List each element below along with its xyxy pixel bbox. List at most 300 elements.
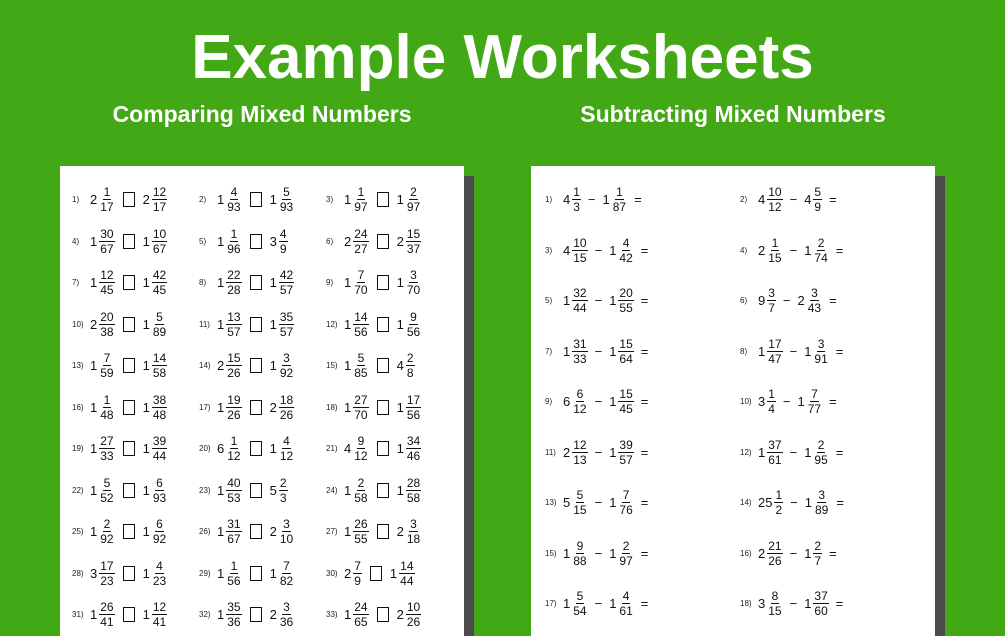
mixed-number (270, 394, 295, 421)
mixed-number (609, 388, 634, 415)
mixed-number (563, 388, 588, 415)
denominator: 93 (152, 490, 167, 505)
denominator: 23 (152, 573, 167, 588)
fraction (406, 518, 421, 545)
whole-part: 1 (804, 596, 812, 611)
denominator: 67 (152, 241, 167, 256)
mixed-number (397, 352, 415, 379)
fraction (767, 388, 776, 415)
whole-part: 1 (269, 358, 277, 373)
denominator: 15 (768, 604, 782, 618)
mixed-number (270, 228, 288, 255)
mixed-number (90, 394, 115, 421)
denominator: 36 (279, 615, 294, 629)
mixed-number (143, 352, 168, 379)
numerator: 37 (814, 589, 828, 603)
fraction (767, 439, 782, 466)
subtraction-problem (740, 237, 843, 264)
question-number: 18) (326, 402, 338, 412)
numerator: 7 (103, 351, 111, 365)
mixed-number (344, 477, 369, 504)
question-number: 6) (740, 296, 748, 305)
question-number: 20) (199, 444, 211, 453)
numerator: 12 (100, 268, 114, 282)
answer-box[interactable] (377, 524, 389, 539)
fraction (572, 388, 587, 415)
mixed-number (217, 228, 242, 255)
denominator: 46 (406, 449, 421, 463)
question-number: 28) (72, 568, 84, 578)
denominator: 44 (152, 449, 167, 463)
question-number: 4) (72, 236, 80, 246)
numerator: 15 (227, 351, 241, 365)
denominator: 89 (814, 503, 829, 517)
mixed-number (217, 601, 242, 628)
numerator: 13 (227, 309, 241, 324)
subtraction-problem (740, 439, 843, 466)
mixed-number (217, 477, 242, 504)
answer-box[interactable] (377, 441, 389, 456)
question-number: 21) (326, 444, 338, 453)
mixed-number (270, 352, 295, 379)
comparison-problem (326, 435, 421, 462)
comparison-problem (72, 601, 167, 628)
numerator: 30 (100, 226, 114, 241)
mixed-number (397, 518, 422, 545)
question-number: 7) (545, 346, 553, 356)
numerator: 37 (768, 437, 782, 452)
comparison-problem (72, 228, 167, 255)
denominator: 15 (573, 250, 587, 265)
mixed-number (563, 489, 588, 516)
numerator: 17 (100, 558, 114, 573)
denominator: 93 (279, 200, 294, 214)
numerator: 2 (279, 475, 287, 490)
fraction (767, 338, 782, 365)
denominator: 54 (573, 604, 587, 618)
whole-part: 3 (90, 565, 98, 581)
answer-box[interactable] (123, 524, 135, 539)
answer-box[interactable] (250, 607, 262, 622)
denominator: 85 (354, 366, 368, 380)
answer-box[interactable] (377, 317, 389, 332)
numerator: 38 (152, 392, 167, 407)
whole-part: 1 (609, 495, 617, 510)
denominator: 26 (406, 615, 421, 629)
fraction (99, 269, 114, 296)
subtracting-worksheet (531, 166, 935, 636)
answer-box[interactable] (250, 524, 262, 539)
whole-part: 4 (758, 192, 766, 207)
numerator: 1 (775, 488, 783, 502)
mixed-number (270, 435, 295, 462)
comparison-problem (72, 560, 167, 587)
whole-part: 1 (90, 482, 98, 498)
mixed-number (397, 269, 422, 296)
whole-part: 4 (563, 242, 571, 258)
minus-sign: − (790, 495, 798, 510)
denominator: 88 (573, 553, 587, 568)
mixed-number (217, 435, 242, 462)
equals-sign: = (835, 596, 844, 611)
whole-part: 1 (269, 316, 277, 332)
mixed-number (270, 601, 295, 628)
question-number: 33) (326, 610, 338, 619)
numerator: 40 (227, 475, 241, 490)
fraction (353, 311, 368, 338)
whole-part: 1 (344, 358, 352, 373)
comparison-problem (199, 228, 288, 255)
answer-box[interactable] (123, 275, 135, 290)
answer-box[interactable] (123, 192, 135, 207)
subtraction-problem (740, 186, 837, 213)
mixed-number (805, 489, 830, 516)
whole-part: 2 (269, 607, 277, 622)
fraction (99, 352, 114, 379)
whole-part: 1 (269, 275, 277, 290)
mixed-number (143, 228, 168, 255)
mixed-number (270, 186, 295, 213)
fraction (152, 228, 167, 255)
answer-box[interactable] (250, 441, 262, 456)
whole-part: 2 (758, 242, 766, 258)
subtraction-problem (545, 439, 648, 466)
numerator: 26 (354, 517, 368, 531)
comparison-problem (199, 518, 294, 545)
whole-part: 1 (269, 192, 277, 207)
question-number: 19) (72, 444, 84, 453)
comparison-problem (72, 435, 167, 462)
whole-part: 1 (609, 293, 617, 308)
answer-box[interactable] (123, 317, 135, 332)
answer-box[interactable] (123, 566, 135, 581)
fraction (353, 394, 368, 421)
mixed-number (344, 269, 369, 296)
numerator: 5 (103, 475, 111, 490)
fraction (572, 338, 587, 365)
numerator: 12 (573, 437, 587, 452)
mixed-number (90, 435, 115, 462)
comparison-problem (199, 311, 294, 338)
whole-part: 1 (396, 275, 404, 290)
denominator: 87 (612, 200, 627, 214)
fraction (572, 186, 581, 213)
fraction (767, 237, 782, 264)
whole-part: 1 (142, 524, 150, 539)
fraction (353, 560, 362, 587)
comparison-problem (72, 518, 167, 545)
whole-part: 5 (563, 495, 571, 510)
answer-box[interactable] (123, 441, 135, 456)
numerator: 8 (771, 589, 779, 603)
mixed-number (758, 590, 783, 617)
mixed-number (344, 394, 369, 421)
numerator: 24 (354, 226, 368, 241)
whole-part: 1 (563, 545, 571, 561)
answer-box[interactable] (123, 400, 135, 415)
denominator: 56 (406, 407, 421, 422)
fraction (152, 601, 167, 628)
numerator: 2 (817, 235, 825, 250)
whole-part: 2 (217, 358, 225, 373)
answer-box[interactable] (123, 358, 135, 373)
fraction (152, 394, 167, 421)
numerator: 31 (573, 336, 587, 351)
denominator: 44 (573, 301, 587, 315)
fraction (618, 338, 633, 365)
fraction (813, 186, 822, 213)
subtraction-problem (740, 287, 837, 314)
answer-box[interactable] (123, 607, 135, 622)
denominator: 64 (619, 351, 633, 366)
comparison-problem (326, 477, 421, 504)
denominator: 48 (152, 407, 167, 422)
mixed-number (143, 435, 168, 462)
answer-box[interactable] (377, 275, 389, 290)
denominator: 37 (406, 241, 421, 256)
equals-sign: = (640, 293, 649, 308)
comparison-problem (326, 269, 421, 296)
answer-box[interactable] (250, 566, 262, 581)
denominator: 42 (619, 250, 633, 265)
mixed-number (798, 388, 823, 415)
whole-part: 1 (217, 192, 225, 207)
minus-sign: − (594, 293, 603, 308)
denominator: 74 (814, 250, 828, 265)
answer-box[interactable] (377, 358, 389, 373)
whole-part: 2 (563, 444, 571, 460)
numerator: 12 (152, 600, 167, 614)
denominator: 60 (814, 604, 828, 618)
numerator: 6 (576, 387, 584, 401)
comparison-problem (326, 601, 421, 628)
answer-box[interactable] (250, 192, 262, 207)
answer-box[interactable] (250, 317, 262, 332)
subtraction-problem (740, 338, 843, 365)
fraction (152, 518, 167, 545)
numerator: 10 (406, 600, 421, 614)
fraction (406, 601, 421, 628)
whole-part: 1 (563, 293, 571, 308)
whole-part: 1 (90, 233, 98, 249)
fraction (279, 477, 288, 504)
subtraction-problem (740, 540, 837, 567)
mixed-number (804, 540, 822, 567)
question-number: 29) (199, 568, 211, 578)
fraction (767, 590, 782, 617)
numerator: 19 (227, 392, 241, 407)
numerator: 3 (768, 286, 775, 300)
comparison-problem (199, 269, 294, 296)
fraction (767, 186, 782, 213)
answer-box[interactable] (123, 234, 135, 249)
minus-sign: − (789, 545, 798, 561)
comparison-problem (199, 560, 294, 587)
fraction (813, 540, 822, 567)
mixed-number (804, 590, 829, 617)
whole-part: 2 (90, 316, 98, 332)
mixed-number (397, 311, 422, 338)
equals-sign: = (634, 192, 642, 207)
mixed-number (563, 590, 588, 617)
minus-sign: − (594, 242, 603, 258)
mixed-number (90, 601, 115, 628)
mixed-number (563, 439, 588, 466)
subtraction-problem (545, 489, 648, 516)
whole-part: 1 (344, 316, 352, 332)
denominator: 59 (100, 366, 114, 380)
answer-box[interactable] (377, 234, 389, 249)
comparison-problem (199, 394, 294, 421)
denominator: 67 (227, 532, 241, 546)
fraction (99, 394, 114, 421)
numerator: 2 (410, 185, 417, 199)
subtraction-problem (545, 186, 642, 213)
denominator: 97 (354, 200, 368, 214)
question-number: 2) (740, 195, 748, 204)
mixed-number (758, 540, 783, 567)
answer-box[interactable] (377, 483, 389, 498)
mixed-number (143, 311, 168, 338)
answer-box[interactable] (250, 358, 262, 373)
question-number: 16) (740, 548, 752, 558)
numerator: 18 (279, 392, 294, 407)
numerator: 14 (354, 309, 368, 324)
denominator: 97 (619, 553, 633, 568)
comparison-problem (326, 394, 421, 421)
fraction (406, 477, 421, 504)
question-number: 16) (72, 402, 84, 412)
whole-part: 4 (396, 358, 404, 373)
answer-box[interactable] (123, 483, 135, 498)
whole-part: 2 (269, 399, 277, 415)
fraction (279, 352, 294, 379)
denominator: 26 (227, 366, 241, 380)
fraction (813, 439, 828, 466)
equals-sign: = (640, 242, 649, 258)
fraction (226, 560, 241, 587)
denominator: 36 (227, 615, 241, 629)
numerator: 5 (357, 351, 365, 365)
fraction (807, 287, 822, 314)
fraction (813, 590, 828, 617)
answer-box[interactable] (250, 483, 262, 498)
numerator: 1 (103, 185, 111, 199)
mixed-number (563, 237, 588, 264)
mixed-number (90, 186, 115, 213)
question-number: 10) (72, 319, 84, 329)
denominator: 92 (279, 366, 294, 380)
comparison-problem (72, 311, 167, 338)
whole-part: 1 (563, 343, 571, 359)
numerator: 10 (152, 226, 167, 241)
comparison-problem (326, 228, 421, 255)
comparison-problem (326, 560, 415, 587)
minus-sign: − (789, 343, 798, 359)
whole-part: 1 (609, 343, 617, 359)
minus-sign: − (594, 545, 603, 561)
whole-part: 1 (344, 524, 352, 539)
question-number: 17) (545, 599, 557, 608)
denominator: 56 (354, 324, 368, 339)
whole-part: 1 (804, 545, 812, 561)
fraction (353, 269, 368, 296)
denominator: 9 (279, 241, 287, 256)
numerator: 10 (573, 235, 587, 250)
denominator: 58 (152, 366, 167, 380)
mixed-number (609, 237, 634, 264)
denominator: 27 (354, 241, 368, 256)
whole-part: 2 (797, 293, 805, 308)
denominator: 9 (814, 200, 822, 214)
whole-part: 1 (90, 607, 98, 622)
numerator: 2 (103, 517, 111, 531)
denominator: 57 (227, 324, 241, 339)
whole-part: 1 (389, 565, 398, 581)
question-number: 14) (740, 498, 752, 507)
equals-sign: = (835, 242, 844, 258)
answer-box[interactable] (250, 400, 262, 415)
fraction (152, 435, 167, 462)
denominator: 82 (279, 573, 294, 588)
mixed-number (143, 394, 168, 421)
equals-sign: = (640, 545, 649, 561)
whole-part: 1 (396, 441, 404, 456)
denominator: 91 (814, 351, 828, 366)
comparison-problem (72, 477, 167, 504)
fraction (767, 287, 776, 314)
page-title: Example Worksheets (191, 23, 814, 92)
mixed-number (804, 338, 829, 365)
answer-box[interactable] (377, 192, 389, 207)
fraction (226, 311, 241, 338)
whole-part: 1 (609, 545, 617, 561)
question-number: 14) (199, 361, 211, 370)
fraction (279, 269, 294, 296)
answer-box[interactable] (250, 275, 262, 290)
numerator: 14 (152, 351, 167, 365)
whole-part: 1 (217, 233, 225, 249)
comparison-problem (326, 518, 421, 545)
mixed-number (609, 489, 634, 516)
whole-part: 3 (758, 394, 766, 409)
numerator: 2 (814, 538, 822, 553)
question-number: 8) (199, 278, 207, 287)
question-number: 27) (326, 527, 338, 536)
fraction (813, 237, 828, 264)
fraction (279, 186, 294, 213)
fraction (99, 518, 114, 545)
question-number: 24) (326, 485, 338, 495)
whole-part: 1 (344, 607, 352, 622)
whole-part: 1 (804, 242, 812, 258)
whole-part: 1 (142, 441, 150, 456)
mixed-number (143, 601, 168, 628)
question-number: 9) (545, 397, 553, 406)
mixed-number (344, 560, 362, 587)
answer-box[interactable] (370, 566, 382, 581)
mixed-number (143, 477, 168, 504)
fraction (618, 237, 633, 264)
numerator: 15 (619, 336, 633, 351)
answer-box[interactable] (250, 234, 262, 249)
minus-sign: − (789, 596, 798, 611)
answer-box[interactable] (377, 607, 389, 622)
mixed-number (758, 388, 776, 415)
denominator: 2 (775, 503, 783, 517)
numerator: 3 (818, 488, 825, 502)
answer-box[interactable] (377, 400, 389, 415)
